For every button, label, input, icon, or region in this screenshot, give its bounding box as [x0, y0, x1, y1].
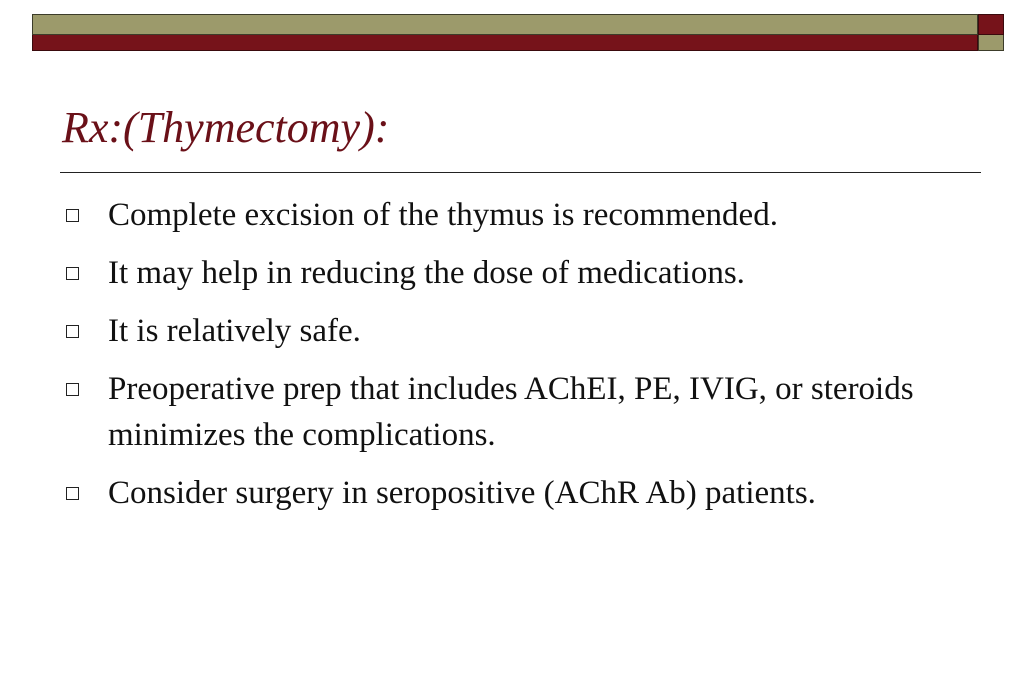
slide-title: Rx:(Thymectomy): — [62, 103, 390, 152]
header-bar-olive — [32, 14, 978, 35]
bullet-item — [62, 250, 962, 296]
header-square-olive — [978, 35, 1004, 51]
hollow-square-bullet-icon — [66, 325, 79, 338]
bullet-item — [62, 308, 962, 354]
bullet-text: Complete excision of the thymus is recommended. — [108, 197, 778, 233]
bullet-text: It may help in reducing the dose of medications. — [108, 255, 745, 291]
hollow-square-bullet-icon — [66, 383, 79, 396]
hollow-square-bullet-icon — [66, 209, 79, 222]
hollow-square-bullet-icon — [66, 267, 79, 280]
header-bar-maroon — [32, 35, 978, 51]
bullet-item — [62, 470, 962, 516]
bullet-text: Preoperative prep that includes AChEI, PE, IVIG, or steroids minimizes the complications. — [108, 371, 914, 453]
title-divider — [60, 172, 981, 173]
header-square-maroon — [978, 14, 1004, 35]
bullet-text: It is relatively safe. — [108, 313, 361, 349]
bullet-item — [62, 192, 962, 238]
bullet-list — [62, 192, 962, 528]
hollow-square-bullet-icon — [66, 487, 79, 500]
bullet-text: Consider surgery in seropositive (AChR Ab) patients. — [108, 475, 816, 511]
bullet-item — [62, 366, 962, 458]
